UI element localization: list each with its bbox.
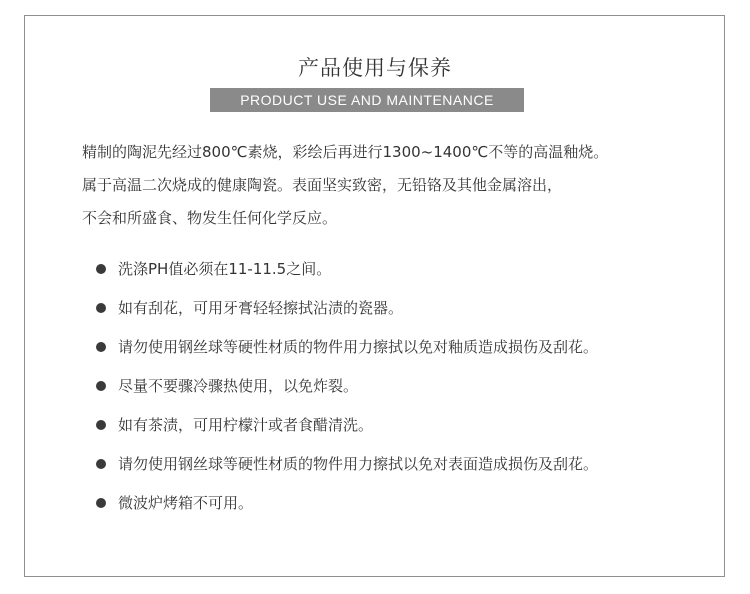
- bullet-icon: [96, 498, 106, 508]
- list-item-text: 请勿使用钢丝球等硬性材质的物件用力擦拭以免对表面造成损伤及刮花。: [118, 455, 599, 473]
- list-item: [96, 330, 598, 369]
- bullet-icon: [96, 420, 106, 430]
- subtitle-banner: PRODUCT USE AND MAINTENANCE: [210, 88, 524, 112]
- bullet-icon: [96, 264, 106, 274]
- list-item-text: 如有刮花，可用牙膏轻轻擦拭沾渍的瓷器。: [118, 299, 404, 317]
- page-title: 产品使用与保养: [298, 56, 452, 80]
- bullet-icon: [96, 303, 106, 313]
- list-item: [96, 486, 598, 525]
- bullet-icon: [96, 459, 106, 469]
- list-item: [96, 447, 598, 486]
- list-item: [96, 408, 598, 447]
- list-item-text: 尽量不要骤冷骤热使用，以免炸裂。: [118, 377, 359, 395]
- intro-line: 属于高温二次烧成的健康陶瓷。表面坚实致密，无铅铬及其他金属溶出，: [82, 176, 563, 194]
- intro-line: 精制的陶泥先经过800℃素烧，彩绘后再进行1300~1400℃不等的高温釉烧。: [82, 143, 609, 161]
- intro-line: 不会和所盛食、物发生任何化学反应。: [82, 209, 338, 227]
- list-item: [96, 291, 598, 330]
- list-item-text: 如有茶渍，可用柠檬汁或者食醋清洗。: [118, 416, 374, 434]
- bullet-icon: [96, 342, 106, 352]
- list-item-text: 微波炉烤箱不可用。: [118, 494, 254, 512]
- list-item: [96, 369, 598, 408]
- intro-paragraph: [82, 136, 608, 235]
- bullet-icon: [96, 381, 106, 391]
- list-item-text: 请勿使用钢丝球等硬性材质的物件用力擦拭以免对釉质造成损伤及刮花。: [118, 338, 599, 356]
- care-instructions-list: [96, 252, 598, 525]
- list-item: [96, 252, 598, 291]
- list-item-text: 洗涤PH值必须在11-11.5之间。: [118, 260, 332, 278]
